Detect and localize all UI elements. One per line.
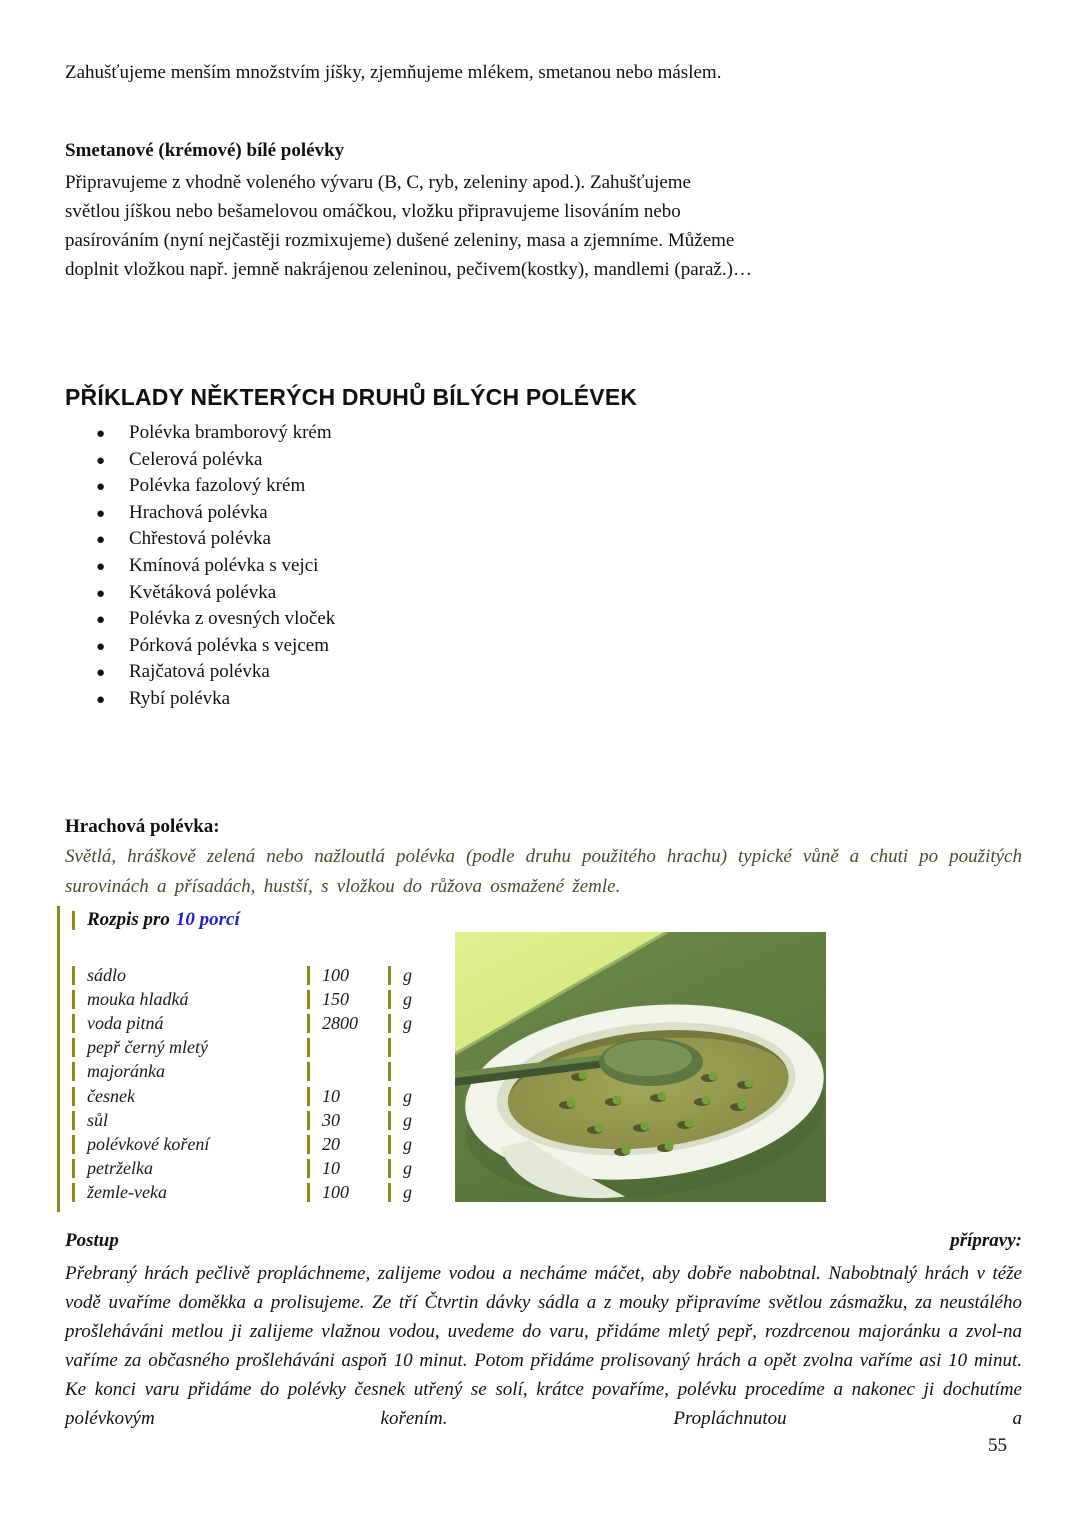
table-row	[72, 1181, 462, 1205]
list-item	[96, 688, 596, 715]
cell-amount: 30	[307, 1108, 388, 1132]
cell-name: petrželka	[72, 1157, 307, 1181]
list-item	[96, 582, 596, 609]
bullet-icon: ●	[96, 585, 106, 602]
list-item	[96, 475, 596, 502]
soup-photo-image	[455, 932, 826, 1202]
list-item-label: Kmínová polévka s vejci	[129, 554, 319, 576]
list-item-label: Hrachová polévka	[129, 501, 268, 523]
list-item	[96, 422, 596, 449]
list-item-label: Rybí polévka	[129, 687, 231, 709]
table-row	[72, 1108, 462, 1132]
list-item	[96, 661, 596, 688]
table-row	[72, 1132, 462, 1156]
cell-unit: g	[388, 1084, 462, 1108]
cell-name: majoránka	[72, 1060, 307, 1084]
paragraph-line: doplnit vložkou např. jemně nakrájenou zeleninou, pečivem(kostky), mandlemi (paraž.)…	[65, 259, 752, 280]
paragraph-line: světlou jíškou nebo bešamelovou omáčkou, vložku připravujeme lisováním nebo	[65, 201, 681, 222]
list-item-label: Polévka bramborový krém	[129, 422, 332, 443]
bullet-icon: ●	[96, 638, 106, 655]
examples-heading: PŘÍKLADY NĚKTERÝCH DRUHŮ BÍLÝCH POLÉVEK	[65, 384, 638, 410]
cell-unit: g	[388, 1011, 462, 1035]
list-item	[96, 635, 596, 662]
recipe-description: Světlá, hráškově zelená nebo nažloutlá polévka (podle druhu použitého hrachu) typické vůně a chuti po použitých surovinách a přísadách, hustší, s vložkou do růžova osmažené žemle.	[65, 846, 1022, 897]
list-item-label: Celerová polévka	[129, 448, 263, 470]
cell-unit: g	[388, 1132, 462, 1156]
cell-amount: 100	[307, 963, 388, 987]
bullet-icon: ●	[96, 558, 106, 575]
bullet-icon: ●	[96, 665, 106, 682]
cell-unit: g	[388, 963, 462, 987]
cell-name: mouka hladká	[72, 987, 307, 1011]
soup-photo	[455, 932, 826, 1202]
paragraph-line: Připravujeme z vhodně voleného vývaru (B, C, ryb, zeleniny apod.). Zahušťujeme	[65, 172, 691, 193]
bullet-icon: ●	[96, 452, 106, 469]
paragraph-line: pasírováním (nyní nejčastěji rozmixujeme) dušené zeleniny, masa a zjemníme. Můžeme	[65, 230, 735, 251]
cream-soups-heading: Smetanové (krémové) bílé polévky	[65, 140, 345, 161]
table-row	[72, 1036, 462, 1060]
cell-amount	[307, 1060, 388, 1084]
list-item	[96, 555, 596, 582]
intro-paragraph: Zahušťujeme menším množstvím jíšky, zjemňujeme mlékem, smetanou nebo máslem.	[65, 62, 722, 83]
cell-amount: 2800	[307, 1011, 388, 1035]
bullet-icon: ●	[96, 426, 106, 442]
list-item-label: Polévka z ovesných vloček	[129, 608, 336, 630]
cell-amount: 10	[307, 1157, 388, 1181]
list-item	[96, 528, 596, 555]
cell-amount: 20	[307, 1132, 388, 1156]
cell-name: voda pitná	[72, 1011, 307, 1035]
table-row	[72, 987, 462, 1011]
portions-label: Rozpis pro	[87, 909, 170, 930]
procedure-label-right: přípravy:	[950, 1230, 1022, 1251]
list-item-label: Polévka fazolový krém	[129, 475, 306, 497]
list-item-label: Květáková polévka	[129, 581, 277, 603]
bullet-icon: ●	[96, 691, 106, 708]
cell-amount: 150	[307, 987, 388, 1011]
page-number: 55	[988, 1435, 1007, 1456]
portions-row	[72, 908, 240, 932]
cell-amount	[307, 1036, 388, 1060]
table-left-rule	[57, 906, 60, 1212]
table-row	[72, 1157, 462, 1181]
procedure-label-left: Postup	[65, 1230, 119, 1251]
cell-unit	[388, 1060, 462, 1084]
procedure-heading-row	[65, 1230, 1022, 1252]
bullet-icon: ●	[96, 505, 106, 522]
cell-unit: g	[388, 1157, 462, 1181]
procedure-paragraph: Přebraný hrách pečlivě propláchneme, zalijeme vodou a necháme máčet, aby dobře nabobtnal. Nabobtnalý hrách v téže vodě uvaříme doměkka a prolisujeme. Ze tří Čtvrtin dávky sádla a z mouky připravíme světlou zásmažku, za neustálého prošleháváni metlou ji zalijeme vlažnou vodou, uvedeme do varu, přidáme mletý pepř, rozdrcenou majoránku a zvol-na vaříme za občasného prošleháváni aspoň 10 minut. Potom přidáme prolisovaný hrách a opět zvolna vaříme asi 10 minut. Ke konci varu přidáme do polévky česnek utřený se solí, krátce povaříme, polévku procedíme a nakonec ji dochutíme polévkovým kořením. Propláchnutou a	[65, 1263, 1022, 1429]
portions-value: 10 porcí	[175, 909, 240, 930]
cell-name: sůl	[72, 1108, 307, 1132]
bullet-icon: ●	[96, 479, 106, 496]
cell-name: sádlo	[72, 963, 307, 987]
list-item-label: Pórková polévka s vejcem	[129, 634, 329, 656]
table-row	[72, 963, 462, 987]
table-row	[72, 1060, 462, 1084]
table-row	[72, 1084, 462, 1108]
list-item	[96, 502, 596, 529]
cell-unit: g	[388, 987, 462, 1011]
bullet-icon: ●	[96, 532, 106, 549]
cell-unit: g	[388, 1108, 462, 1132]
table-row	[72, 1011, 462, 1035]
soup-list	[96, 422, 596, 715]
cell-name: žemle-veka	[72, 1181, 307, 1205]
cell-unit	[388, 1036, 462, 1060]
bullet-icon: ●	[96, 612, 106, 629]
column-rule	[72, 911, 75, 930]
cell-unit: g	[388, 1181, 462, 1205]
list-item-label: Chřestová polévka	[129, 528, 271, 550]
ingredients-table	[72, 963, 462, 1205]
cream-soups-paragraph	[65, 168, 865, 284]
cell-name: pepř černý mletý	[72, 1036, 307, 1060]
list-item	[96, 449, 596, 476]
cell-name: polévkové koření	[72, 1132, 307, 1156]
cell-name: česnek	[72, 1084, 307, 1108]
recipe-title: Hrachová polévka:	[65, 816, 220, 837]
list-item	[96, 608, 596, 635]
list-item-label: Rajčatová polévka	[129, 661, 270, 683]
cell-amount: 10	[307, 1084, 388, 1108]
cell-amount: 100	[307, 1181, 388, 1205]
